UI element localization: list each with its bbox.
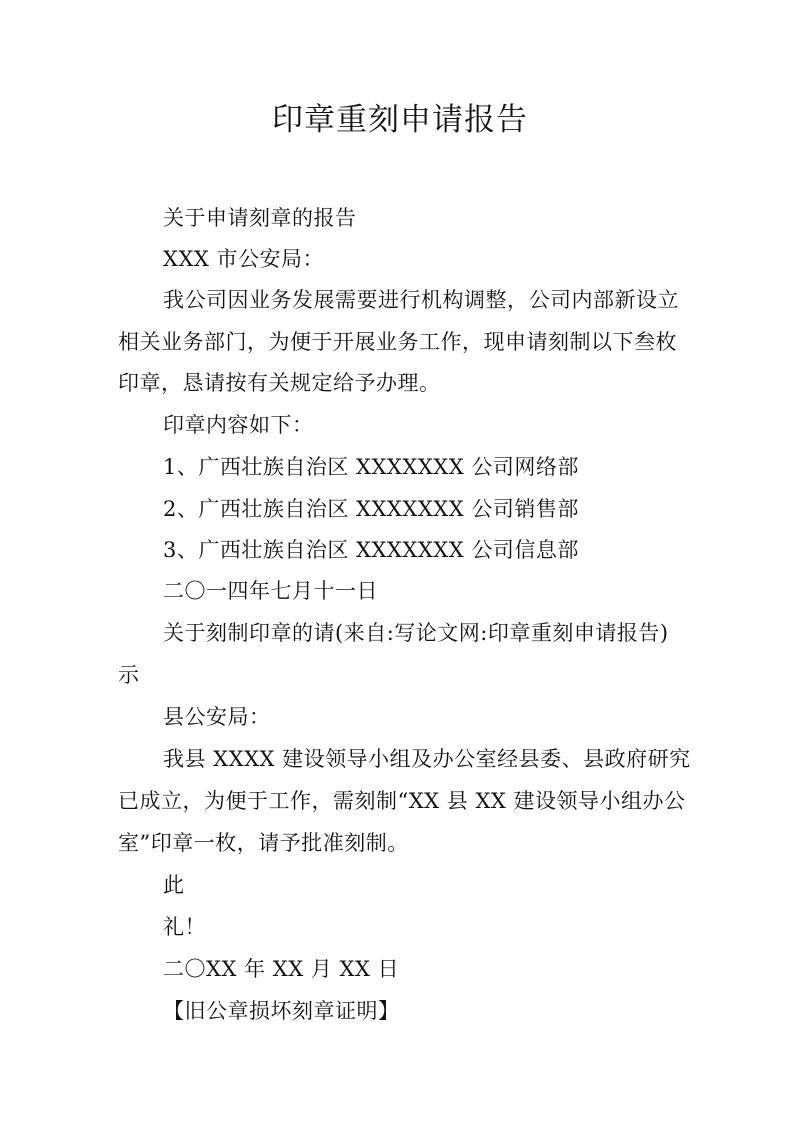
section-heading-line: 关于刻制印章的请(来自:写论文网:印章重刻申请报告) — [163, 621, 669, 645]
body-paragraph-line: 我公司因业务发展需要进行机构调整，公司内部新设立 — [163, 288, 679, 312]
section-heading-line: 【旧公章损坏刻章证明】 — [163, 999, 400, 1023]
closing-line: 礼！ — [163, 915, 206, 939]
date-line: 二〇XX 年 XX 月 XX 日 — [163, 957, 400, 981]
body-paragraph-line: 室”印章一枚，请予批准刻制。 — [118, 831, 409, 855]
body-paragraph-line: 相关业务部门，为便于开展业务工作，现申请刻制以下叁枚 — [118, 330, 677, 354]
date-line: 二〇一四年七月十一日 — [163, 579, 378, 603]
body-paragraph-line: 已成立，为便于工作，需刻制“XX 县 XX 建设领导小组办公 — [118, 789, 686, 813]
addressee-line: 县公安局： — [163, 705, 271, 729]
section-heading-line: 示 — [118, 663, 140, 687]
list-item: 2、广西壮族自治区 XXXXXXX 公司销售部 — [163, 497, 579, 521]
body-paragraph-line: 印章，恳请按有关规定给予办理。 — [118, 371, 441, 395]
list-item: 3、广西壮族自治区 XXXXXXX 公司信息部 — [163, 538, 579, 562]
addressee-line: XXX 市公安局： — [163, 247, 325, 271]
document-title: 印章重刻申请报告 — [272, 102, 528, 138]
closing-line: 此 — [163, 873, 185, 897]
subject-line: 关于申请刻章的报告 — [163, 206, 357, 230]
body-paragraph-line: 我县 XXXX 建设领导小组及办公室经县委、县政府研究 — [163, 747, 691, 771]
list-heading: 印章内容如下： — [163, 413, 314, 437]
list-item: 1、广西壮族自治区 XXXXXXX 公司网络部 — [163, 455, 579, 479]
